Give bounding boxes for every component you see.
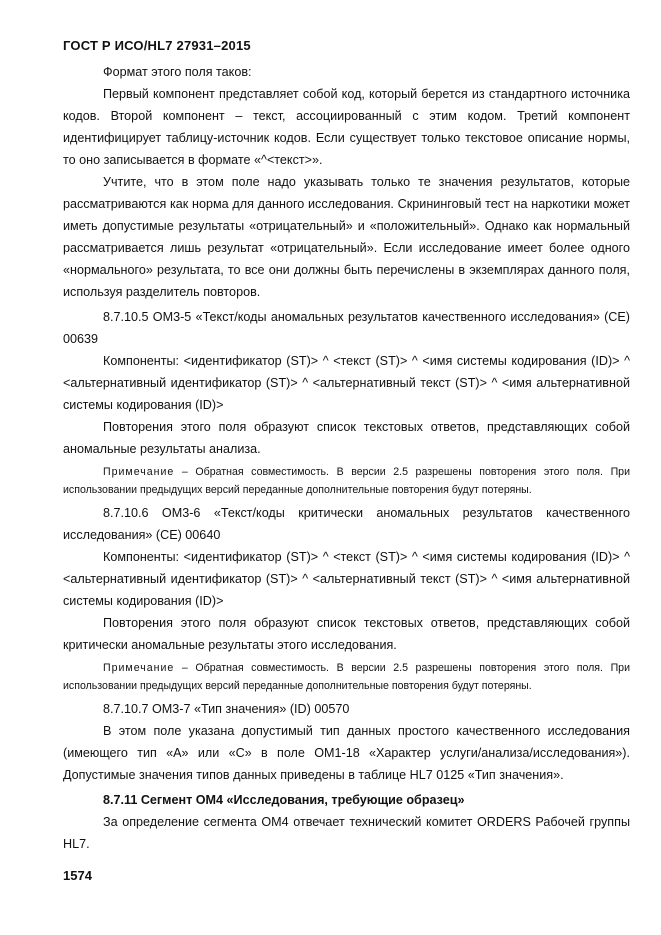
section-heading-om3-5: 8.7.10.5 OM3-5 «Текст/коды аномальных результатов качественного исследования» (CE) 00639 [63,310,630,346]
paragraph: Повторения этого поля образуют список текстовых ответов, представляющих собой аномальные результаты анализа. [63,420,630,456]
paragraph: Формат этого поля таков: [103,65,252,79]
paragraph: В этом поле указана допустимый тип данных простого качественного исследования (имеющего тип «A» или «C» в поле OM1-18 «Характер услуги/анализа/исследования»). Допустимые значения типов данных приведены в таблице HL7 0125 «Тип значения». [63,724,630,782]
note-text: – Обратная совместимость. В версии 2.5 разрешены повторения этого поля. При использовании предыдущих версий переданные дополнительные повторения будут потеряны. [63,662,630,692]
note-text: – Обратная совместимость. В версии 2.5 разрешены повторения этого поля. При использовании предыдущих версий переданные дополнительные повторения будут потеряны. [63,466,630,496]
note [63,463,630,499]
paragraph: Повторения этого поля образуют список текстовых ответов, представляющих собой критически аномальные результаты этого исследования. [63,616,630,652]
paragraph: Учтите, что в этом поле надо указывать только те значения результатов, которые рассматриваются как норма для данного исследования. Скрининговый тест на наркотики может иметь допустимые результаты «отрицательный» и «положительный». Однако как нормальный рассматривается лишь результат «отрицательный». Если исследование имеет более одного «нормального» результата, то все они должны быть перечислены в экземплярах данного поля, используя разделитель повторов. [63,175,630,299]
section-heading-om3-6: 8.7.10.6 OM3-6 «Текст/коды критически аномальных результатов качественного исследования» (CE) 00640 [63,506,630,542]
paragraph: Компоненты: <идентификатор (ST)> ^ <текст (ST)> ^ <имя системы кодирования (ID)> ^ <альтернативный идентификатор (ST)> ^ <альтернативный текст (ST)> ^ <имя альтернативной системы кодирования (ID)> [63,550,630,608]
note-label: Примечание [103,662,175,674]
page-number: 1574 [63,868,92,883]
paragraph: За определение сегмента OM4 отвечает технический комитет ORDERS Рабочей группы HL7. [63,815,630,851]
document-header: ГОСТ Р ИСО/HL7 27931–2015 [63,38,251,53]
note-label: Примечание [103,466,175,478]
paragraph: Компоненты: <идентификатор (ST)> ^ <текст (ST)> ^ <имя системы кодирования (ID)> ^ <альтернативный идентификатор (ST)> ^ <альтернативный текст (ST)> ^ <имя альтернативной системы кодирования (ID)> [63,354,630,412]
section-heading-om3-7: 8.7.10.7 OM3-7 «Тип значения» (ID) 00570 [103,702,350,716]
paragraph: Первый компонент представляет собой код, который берется из стандартного источника кодов. Второй компонент – текст, ассоциированный с этим кодом. Третий компонент идентифицирует таблицу-источник кодов. Если существует только текстовое описание нормы, то оно записывается в формате «^<текст>». [63,87,630,167]
note [63,659,630,695]
page-body [63,61,630,855]
section-heading-om4: 8.7.11 Сегмент OM4 «Исследования, требующие образец» [103,793,465,807]
